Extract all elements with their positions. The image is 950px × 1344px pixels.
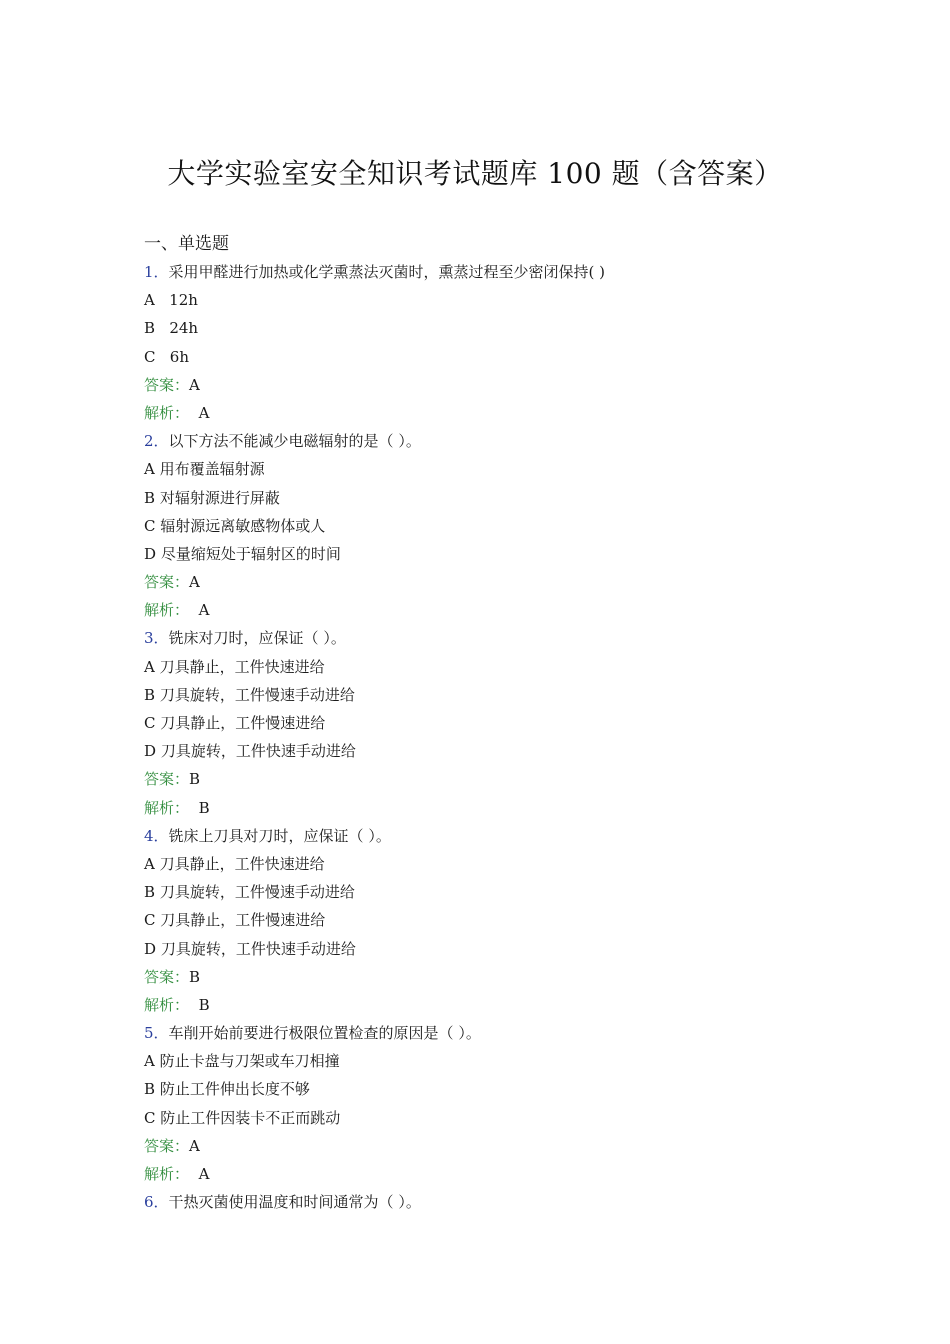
option-text: 防止卡盘与刀架或车刀相撞 (159, 1052, 340, 1071)
option-item (144, 343, 864, 371)
option-text: 刀具静止，工件快速进给 (159, 657, 325, 676)
option-item (144, 681, 864, 709)
question-block (144, 258, 864, 427)
question-block (144, 1188, 864, 1216)
option-text: 12h (169, 291, 198, 310)
answer-label: 答案： (144, 573, 190, 592)
question-number: 1． (144, 263, 169, 281)
question-stem (144, 258, 864, 286)
answer-line (144, 568, 864, 596)
analysis-value: A (198, 1165, 210, 1183)
analysis-label: 解析： (144, 601, 190, 620)
option-text: 用布覆盖辐射源 (159, 460, 265, 479)
option-text: 刀具静止，工件慢速进给 (160, 714, 326, 732)
option-letter: B (144, 685, 156, 704)
option-item (144, 484, 864, 512)
question-number: 2． (144, 432, 169, 451)
option-letter: B (144, 883, 156, 902)
answer-value: B (189, 770, 201, 789)
option-item (144, 653, 864, 681)
option-letter: C (144, 911, 156, 930)
analysis-value: A (198, 601, 210, 620)
option-letter: A (144, 291, 155, 310)
option-item (144, 512, 864, 540)
question-list (144, 230, 864, 1216)
option-item (144, 540, 864, 568)
analysis-label: 解析： (144, 995, 190, 1014)
answer-value: A (189, 573, 200, 592)
answer-value: A (189, 1136, 200, 1155)
option-item (144, 455, 864, 483)
analysis-value: B (198, 798, 210, 817)
option-text: 刀具静止，工件快速进给 (159, 854, 325, 873)
option-item (144, 709, 864, 737)
option-letter: A (144, 657, 155, 676)
option-letter: A (144, 1052, 155, 1071)
analysis-label: 解析： (144, 403, 190, 422)
option-letter: C (144, 516, 156, 535)
question-number: 4． (144, 826, 169, 845)
analysis-line (144, 991, 864, 1019)
section-heading: 一、单选题 (144, 234, 229, 254)
option-letter: C (144, 347, 156, 366)
question-stem (144, 1188, 864, 1216)
option-text: 刀具旋转，工件慢速手动进给 (159, 685, 355, 704)
option-text: 对辐射源进行屏蔽 (159, 488, 280, 507)
option-text: 24h (169, 319, 199, 338)
question-stem (144, 624, 864, 652)
option-item (144, 1047, 864, 1075)
option-text: 防止工件伸出长度不够 (159, 1080, 310, 1099)
option-item (144, 1104, 864, 1132)
option-item (144, 878, 864, 906)
question-text: 车削开始前要进行极限位置检查的原因是（ ）。 (168, 1024, 481, 1043)
option-text: 刀具旋转，工件快速手动进给 (160, 939, 356, 958)
answer-label: 答案： (144, 967, 190, 986)
questions-container (144, 258, 864, 1216)
option-letter: C (144, 714, 156, 732)
analysis-label: 解析： (144, 1165, 190, 1183)
option-item (144, 286, 864, 314)
option-letter: C (144, 1108, 156, 1127)
analysis-line (144, 1160, 864, 1188)
option-text: 辐射源远离敏感物体或人 (160, 516, 326, 535)
question-stem (144, 427, 864, 455)
answer-line (144, 371, 864, 399)
option-letter: A (144, 460, 155, 479)
answer-line (144, 963, 864, 991)
option-text: 刀具静止，工件慢速进给 (160, 911, 326, 930)
question-stem (144, 822, 864, 850)
option-item (144, 935, 864, 963)
question-number: 3． (144, 629, 169, 648)
option-letter: B (144, 488, 156, 507)
option-letter: D (144, 939, 157, 958)
analysis-line (144, 794, 864, 822)
question-text: 采用甲醛进行加热或化学熏蒸法灭菌时，熏蒸过程至少密闭保持( ) (168, 263, 606, 281)
answer-line (144, 765, 864, 793)
answer-label: 答案： (144, 1136, 190, 1155)
question-block (144, 1019, 864, 1188)
question-block (144, 822, 864, 1019)
analysis-value: A (198, 403, 210, 422)
option-item (144, 737, 864, 765)
option-text: 防止工件因装卡不正而跳动 (160, 1108, 341, 1127)
answer-line (144, 1132, 864, 1160)
question-text: 铣床上刀具对刀时，应保证（ ）。 (168, 826, 391, 845)
question-block (144, 624, 864, 821)
option-text: 6h (169, 347, 190, 366)
answer-label: 答案： (144, 770, 190, 789)
question-stem (144, 1019, 864, 1047)
option-letter: D (144, 742, 157, 761)
option-letter: B (144, 1080, 156, 1099)
option-letter: D (144, 544, 157, 563)
option-text: 尽量缩短处于辐射区的时间 (160, 544, 341, 563)
document-title: 大学实验室安全知识考试题库 100 题（含答案） (167, 157, 783, 190)
option-text: 刀具旋转，工件慢速手动进给 (159, 883, 355, 902)
question-block (144, 427, 864, 624)
option-item (144, 1075, 864, 1103)
answer-label: 答案： (144, 375, 190, 394)
answer-value: B (189, 967, 201, 986)
question-text: 以下方法不能减少电磁辐射的是（ ）。 (168, 432, 421, 451)
question-text: 干热灭菌使用温度和时间通常为（ ）。 (168, 1193, 421, 1212)
question-number: 6． (144, 1193, 169, 1212)
analysis-value: B (198, 995, 210, 1014)
option-item (144, 314, 864, 342)
option-text: 刀具旋转，工件快速手动进给 (160, 742, 356, 761)
option-item (144, 906, 864, 934)
option-letter: A (144, 854, 155, 873)
answer-value: A (189, 375, 200, 394)
option-letter: B (144, 319, 156, 338)
question-text: 铣床对刀时，应保证（ ）。 (168, 629, 346, 648)
analysis-line (144, 596, 864, 624)
question-number: 5． (144, 1024, 169, 1043)
analysis-line (144, 399, 864, 427)
option-item (144, 850, 864, 878)
analysis-label: 解析： (144, 798, 190, 817)
